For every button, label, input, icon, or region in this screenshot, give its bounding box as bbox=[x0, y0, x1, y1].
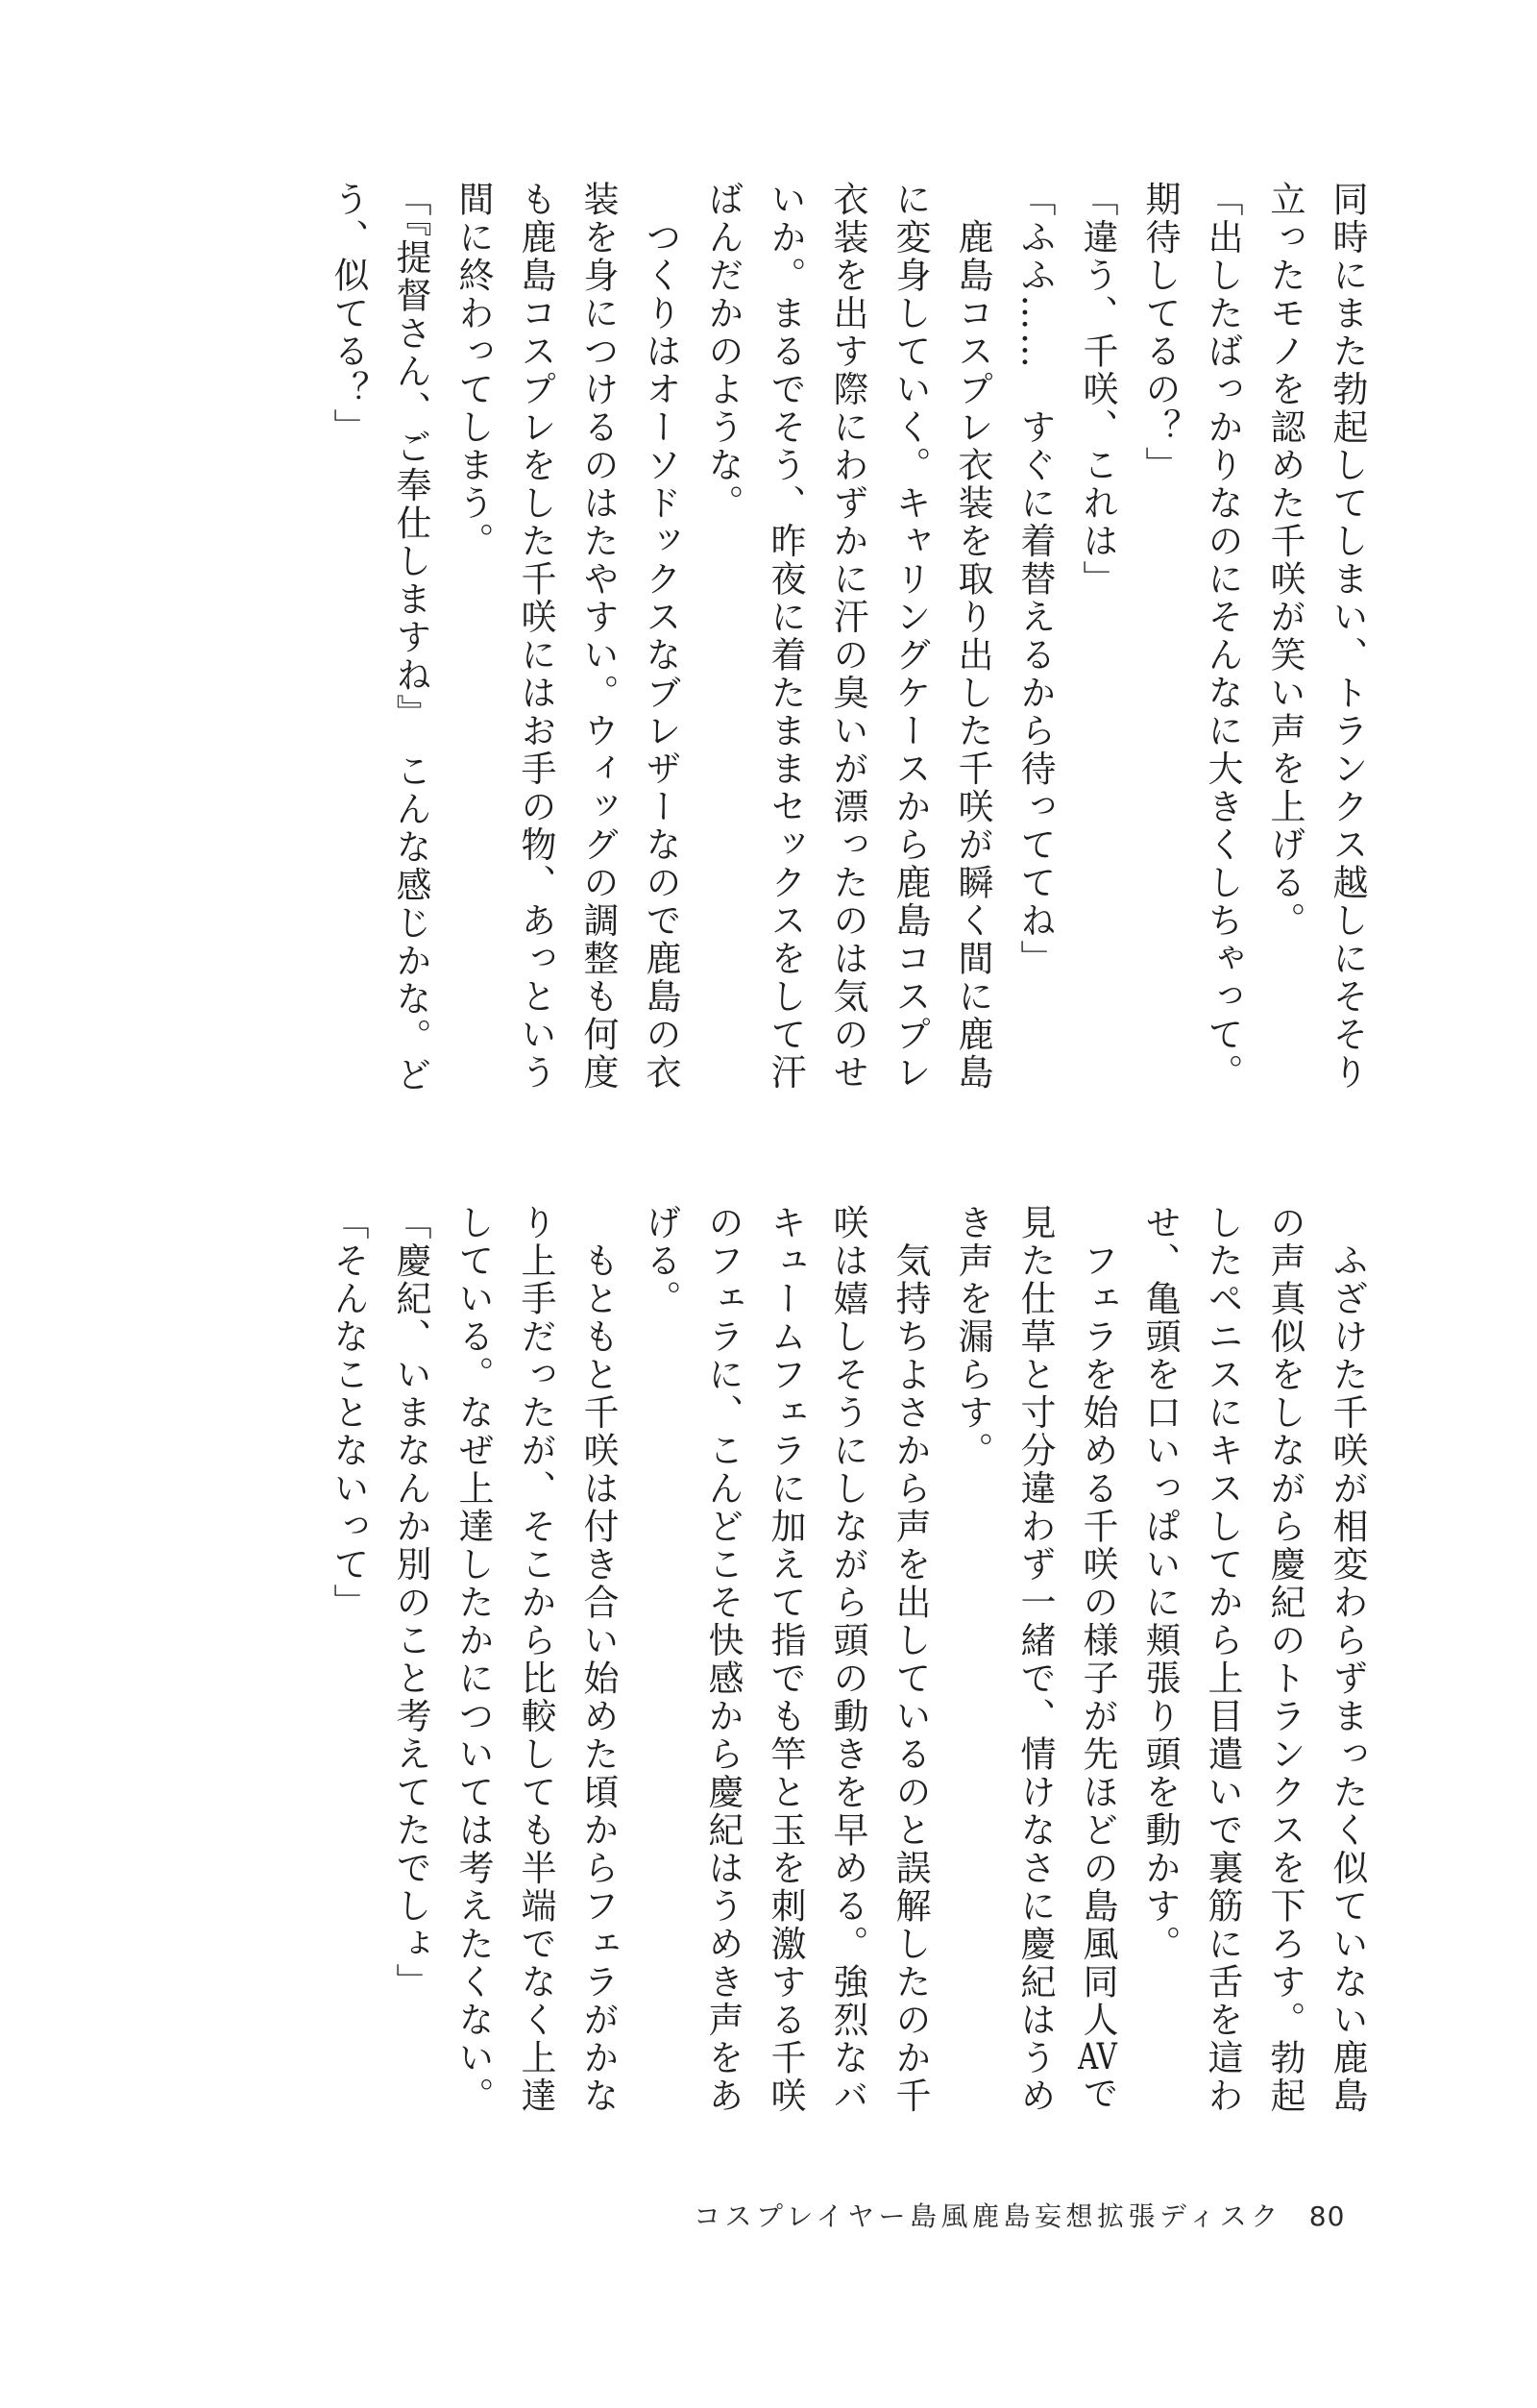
text-line: げる。 bbox=[640, 1204, 681, 1318]
tatechuyoko-run: AV bbox=[1078, 2039, 1117, 2075]
text-line: したペニスにキスしてから上目遣いで裏筋に舌を這わ bbox=[1202, 1204, 1243, 2115]
text-line: 「出したばっかりなのにそんなに大きくしちゃって。 bbox=[1202, 181, 1243, 1092]
text-line: フェラを始める千咲の様子が先ほどの島風同人AVで bbox=[1077, 1204, 1118, 2113]
text-line: ばんだかのような。 bbox=[702, 181, 744, 523]
bottom-text-block bbox=[317, 1204, 1378, 2131]
top-text-block bbox=[317, 181, 1378, 1093]
text-line: もともと千咲は付き合い始めた頃からフェラがかな bbox=[577, 1204, 619, 2115]
text-line: 見た仕草と寸分違わず一緒で、情けなさに慶紀はうめ bbox=[1014, 1204, 1056, 2115]
text-line: 気持ちよさから声を出しているのと誤解したのか千 bbox=[890, 1204, 931, 2115]
text-line: 「慶紀、いまなんか別のこと考えてたでしょ」 bbox=[390, 1204, 431, 2002]
page-footer bbox=[694, 2196, 1345, 2234]
text-line: のフェラに、こんどこそ快感から慶紀はうめき声をあ bbox=[702, 1204, 744, 2115]
text-line: に変身していく。キャリングケースから鹿島コスプレ bbox=[890, 181, 931, 1092]
text-line: う、似てる？」 bbox=[328, 181, 369, 447]
text-line: の声真似をしながら慶紀のトランクスを下ろす。勃起 bbox=[1264, 1204, 1305, 2115]
text-line: キュームフェラに加えて指でも竿と玉を刺激する千咲 bbox=[765, 1204, 806, 2115]
text-line: 期待してるの？」 bbox=[1139, 181, 1181, 484]
text-line: 咲は嬉しそうにしながら頭の動きを早める。強烈なバ bbox=[827, 1204, 868, 2115]
text-line: 鹿島コスプレ衣装を取り出した千咲が瞬く間に鹿島 bbox=[952, 181, 993, 1092]
text-line: せ、亀頭を口いっぱいに頬張り頭を動かす。 bbox=[1139, 1204, 1181, 1963]
text-line: 立ったモノを認めた千咲が笑い声を上げる。 bbox=[1264, 181, 1305, 940]
text-line: 「違う、千咲、これは」 bbox=[1077, 181, 1118, 599]
text-line: つくりはオーソドックスなブレザーなので鹿島の衣 bbox=[640, 181, 681, 1092]
text-line: も鹿島コスプレをした千咲にはお手の物、あっという bbox=[515, 181, 556, 1092]
text-line: 同時にまた勃起してしまい、トランクス越しにそそり bbox=[1327, 181, 1368, 1092]
text-line: 装を身につけるのはたやすい。ウィッグの調整も何度 bbox=[577, 181, 619, 1092]
text-line: 「『提督さん、ご奉仕しますね』 こんな感じかな。ど bbox=[390, 181, 431, 1094]
text-line: 間に終わってしまう。 bbox=[452, 181, 494, 560]
text-line: り上手だったが、そこから比較しても半端でなく上達 bbox=[515, 1204, 556, 2115]
text-line: き声を漏らす。 bbox=[952, 1204, 993, 1470]
text-line: している。なぜ上達したかについては考えたくない。 bbox=[452, 1204, 494, 2115]
text-line: 「ふふ…… すぐに着替えるから待っててね」 bbox=[1014, 181, 1056, 978]
page-number: 80 bbox=[1308, 2200, 1346, 2232]
book-title: コスプレイヤー島風鹿島妄想拡張ディスク bbox=[694, 2200, 1282, 2232]
text-line: 衣装を出す際にわずかに汗の臭いが漂ったのは気のせ bbox=[827, 181, 868, 1092]
text-line: 「そんなことないって」 bbox=[328, 1204, 369, 1622]
text-line: ふざけた千咲が相変わらずまったく似ていない鹿島 bbox=[1327, 1204, 1368, 2115]
text-line: いか。まるでそう、昨夜に着たままセックスをして汗 bbox=[765, 181, 806, 1092]
